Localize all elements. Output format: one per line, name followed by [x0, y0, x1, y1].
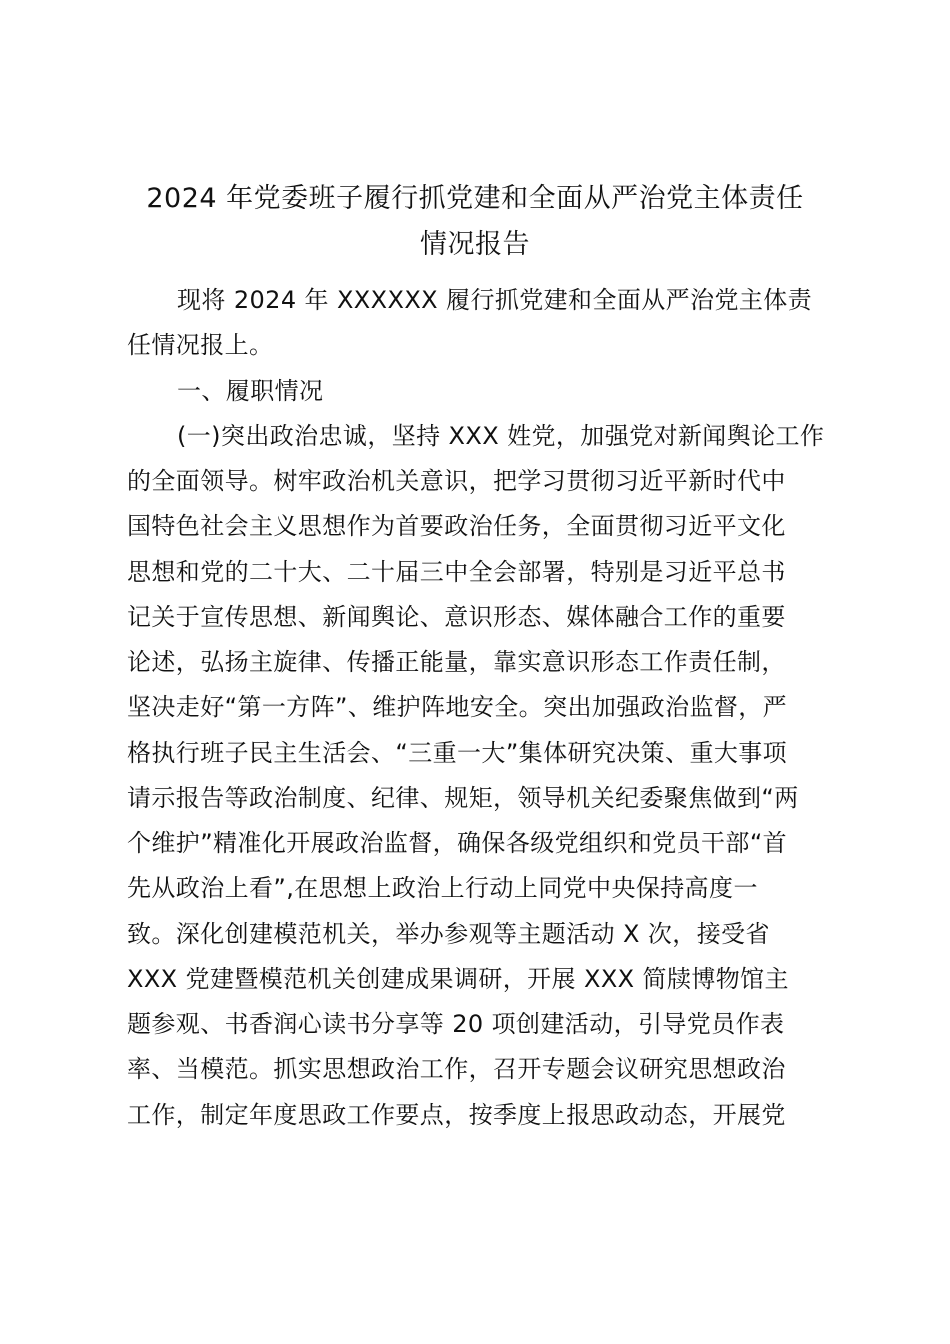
paragraph-line: 的全面领导。树牢政治机关意识，把学习贯彻习近平新时代中 — [127, 467, 786, 495]
paragraph-line: XXX 党建暨模范机关创建成果调研，开展 XXX 简牍博物馆主 — [127, 965, 789, 993]
paragraph-line: 工作，制定年度思政工作要点，按季度上报思政动态，开展党 — [127, 1101, 786, 1129]
section-heading: 一、履职情况 — [177, 377, 324, 405]
paragraph-line: 格执行班子民主生活会、“三重一大”集体研究决策、重大事项 — [127, 739, 788, 767]
paragraph-line: 任情况报上。 — [127, 331, 274, 359]
paragraph-line: 记关于宣传思想、新闻舆论、意识形态、媒体融合工作的重要 — [127, 603, 786, 631]
document-title-line-2: 情况报告 — [420, 229, 530, 260]
paragraph-line: (一)突出政治忠诚，坚持 XXX 姓党，加强党对新闻舆论工作 — [177, 422, 825, 450]
paragraph-line: 请示报告等政治制度、纪律、规矩，领导机关纪委聚焦做到“两 — [127, 784, 799, 812]
document-title-line-1: 2024 年党委班子履行抓党建和全面从严治党主体责任 — [146, 183, 804, 214]
paragraph-line: 率、当模范。抓实思想政治工作，召开专题会议研究思想政治 — [127, 1055, 786, 1083]
paragraph-line: 个维护”精准化开展政治监督，确保各级党组织和党员干部“首 — [127, 829, 788, 857]
paragraph-line: 坚决走好“第一方阵”、维护阵地安全。突出加强政治监督，严 — [127, 693, 788, 721]
paragraph-line: 题参观、书香润心读书分享等 20 项创建活动，引导党员作表 — [127, 1010, 785, 1038]
paragraph-line: 思想和党的二十大、二十届三中全会部署，特别是习近平总书 — [127, 558, 786, 586]
paragraph-line: 先从政治上看”,在思想上政治上行动上同党中央保持高度一 — [127, 874, 758, 902]
paragraph-line: 致。深化创建模范机关，举办参观等主题活动 X 次，接受省 — [127, 920, 770, 948]
paragraph-line: 现将 2024 年 XXXXXX 履行抓党建和全面从严治党主体责 — [177, 286, 813, 314]
paragraph-line: 论述，弘扬主旋律、传播正能量，靠实意识形态工作责任制， — [127, 648, 786, 676]
paragraph-line: 国特色社会主义思想作为首要政治任务，全面贯彻习近平文化 — [127, 512, 786, 540]
